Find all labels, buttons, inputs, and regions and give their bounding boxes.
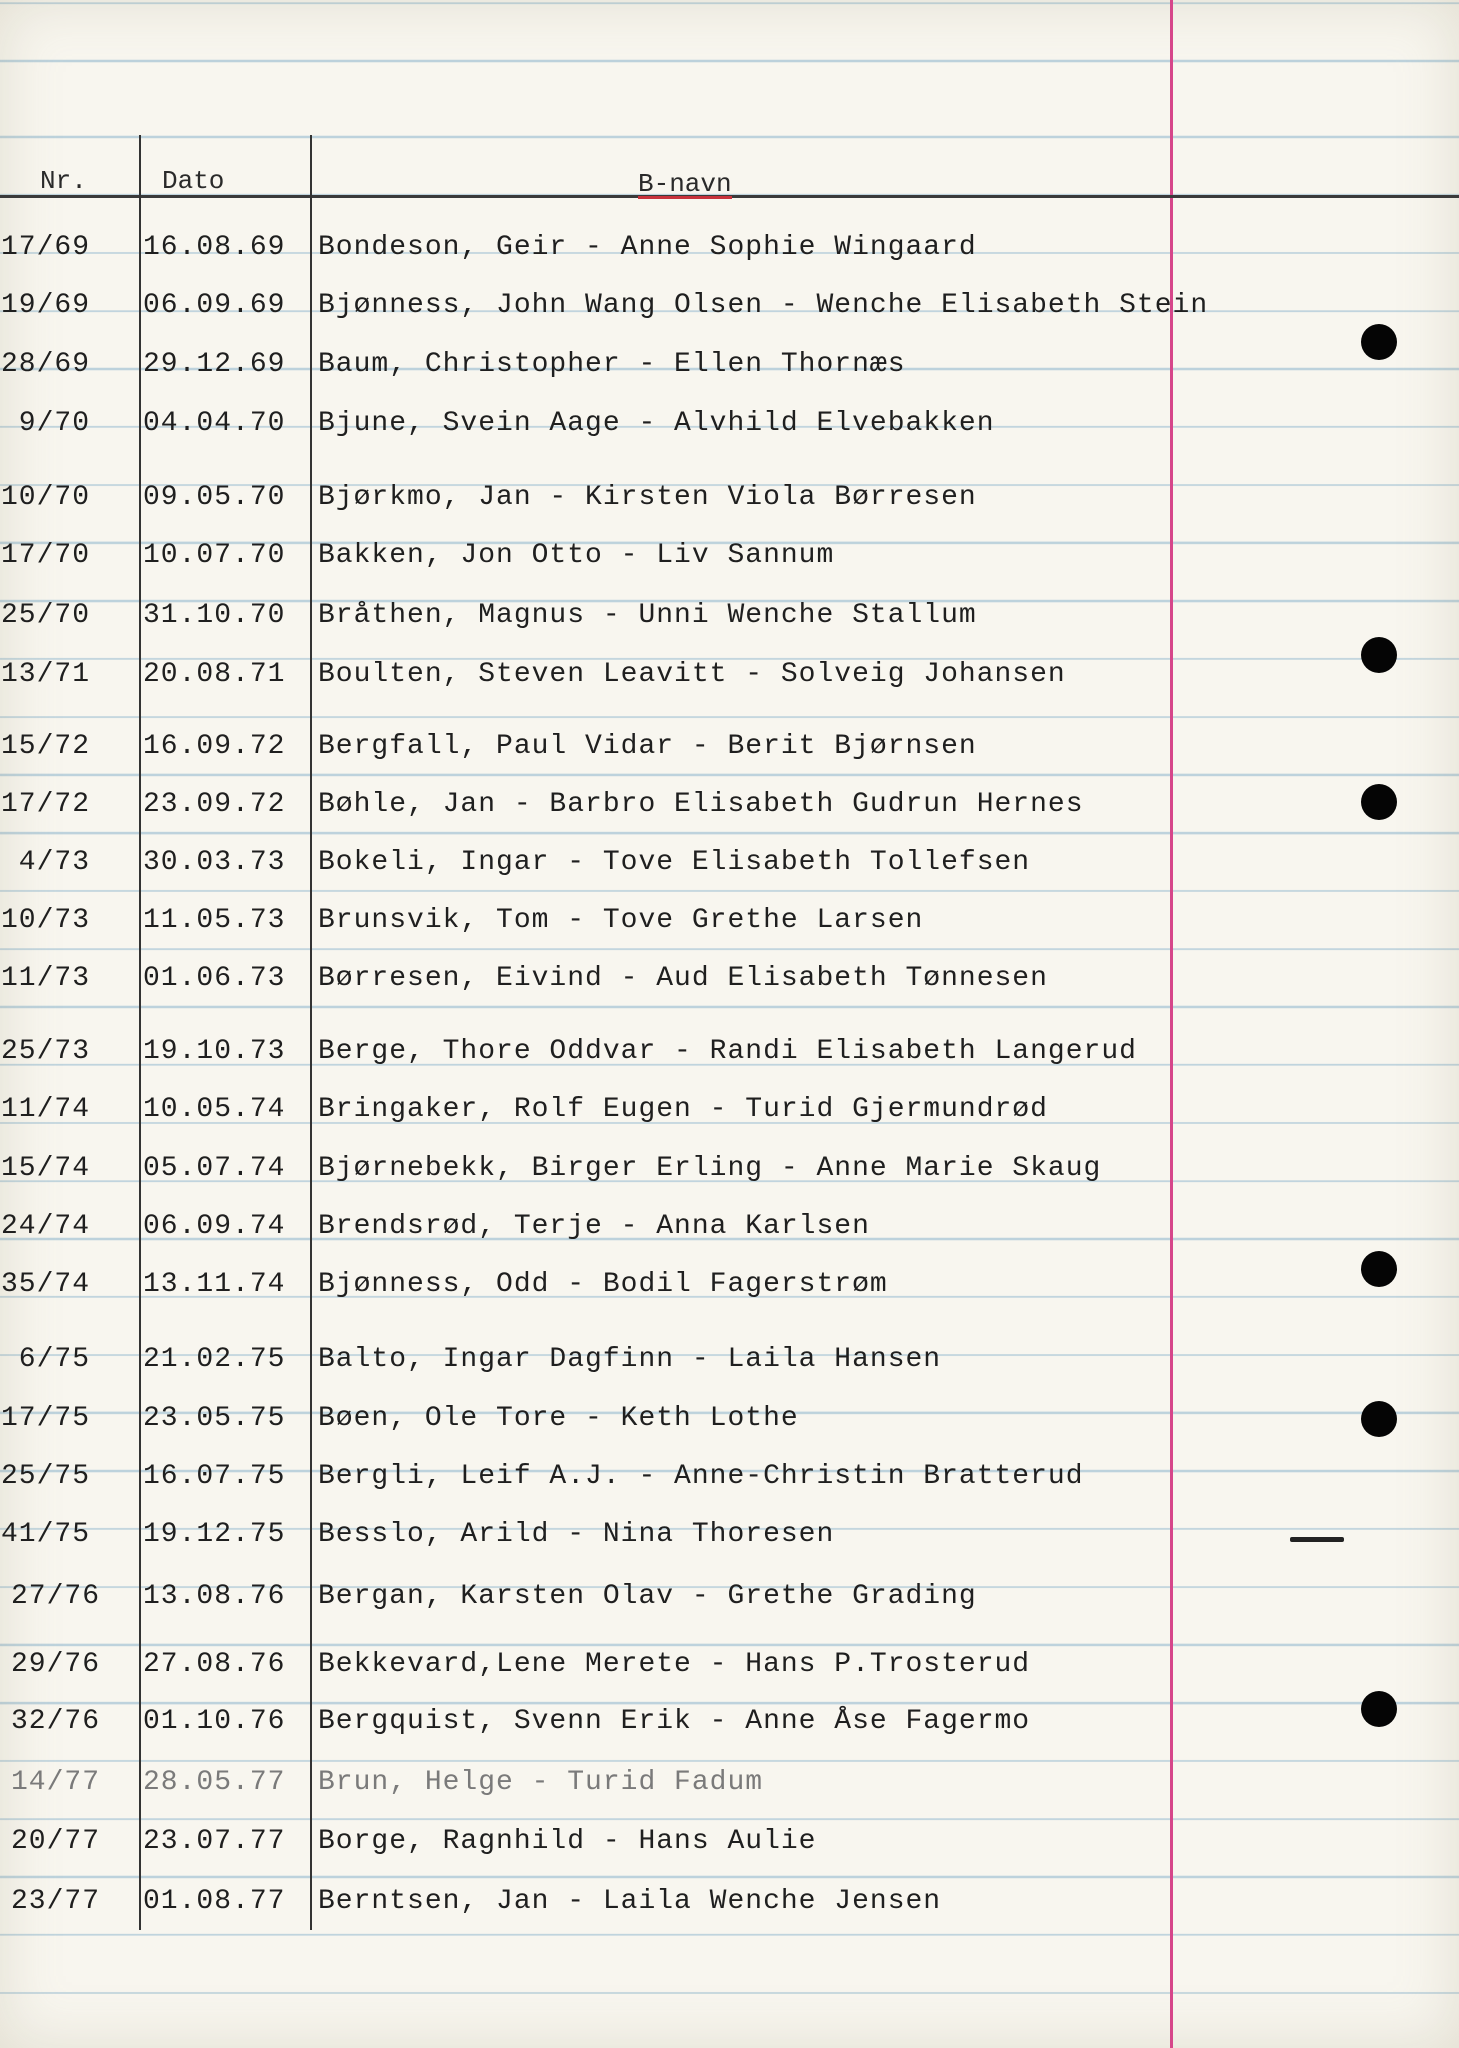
row-dato: 23.05.75	[143, 1403, 286, 1434]
row-nr: 10/73	[0, 905, 90, 936]
row-nr: 17/69	[0, 232, 90, 263]
row-dato: 29.12.69	[143, 349, 286, 380]
row-nr: 6/75	[18, 1344, 90, 1375]
row-dato: 04.04.70	[143, 408, 286, 439]
row-nr: 14/77	[10, 1767, 100, 1798]
row-dato: 06.09.69	[143, 290, 286, 321]
row-bnavn: Bjønness, Odd - Bodil Fagerstrøm	[318, 1269, 888, 1300]
punch-hole	[1361, 1691, 1397, 1727]
row-bnavn: Bekkevard,Lene Merete - Hans P.Trosterud	[318, 1649, 1031, 1680]
row-bnavn: Besslo, Arild - Nina Thoresen	[318, 1519, 835, 1550]
row-nr: 28/69	[0, 349, 90, 380]
row-bnavn: Baum, Christopher - Ellen Thornæs	[318, 349, 906, 380]
row-dato: 20.08.71	[143, 659, 286, 690]
row-bnavn: Brendsrød, Terje - Anna Karlsen	[318, 1211, 870, 1242]
row-dato: 30.03.73	[143, 847, 286, 878]
row-nr: 25/70	[0, 600, 90, 631]
row-dato: 21.02.75	[143, 1344, 286, 1375]
row-bnavn: Bergli, Leif A.J. - Anne-Christin Bratterud	[318, 1461, 1084, 1492]
row-bnavn: Berntsen, Jan - Laila Wenche Jensen	[318, 1886, 942, 1917]
row-nr: 10/70	[0, 482, 90, 513]
row-dato: 06.09.74	[143, 1211, 286, 1242]
row-bnavn: Bråthen, Magnus - Unni Wenche Stallum	[318, 600, 977, 631]
row-dato: 01.10.76	[143, 1706, 286, 1737]
column-divider-nr	[139, 135, 141, 1930]
punch-hole	[1361, 1401, 1397, 1437]
row-dato: 28.05.77	[143, 1767, 286, 1798]
row-bnavn: Berge, Thore Oddvar - Randi Elisabeth Langerud	[318, 1036, 1137, 1067]
row-dato: 10.05.74	[143, 1094, 286, 1125]
row-dato: 01.06.73	[143, 963, 286, 994]
row-dato: 13.08.76	[143, 1581, 286, 1612]
row-nr: 35/74	[0, 1269, 90, 1300]
row-nr: 19/69	[0, 290, 90, 321]
row-dato: 13.11.74	[143, 1269, 286, 1300]
row-nr: 15/72	[0, 731, 90, 762]
row-dato: 16.08.69	[143, 232, 286, 263]
row-dato: 01.08.77	[143, 1886, 286, 1917]
column-header-bnavn: B-navn	[638, 169, 732, 199]
row-nr: 17/70	[0, 540, 90, 571]
row-dato: 09.05.70	[143, 482, 286, 513]
row-nr: 17/72	[0, 789, 90, 820]
punch-hole	[1361, 784, 1397, 820]
column-header-nr: Nr.	[40, 166, 87, 196]
row-nr: 13/71	[0, 659, 90, 690]
row-dato: 19.12.75	[143, 1519, 286, 1550]
row-bnavn: Borge, Ragnhild - Hans Aulie	[318, 1826, 817, 1857]
punch-hole	[1361, 324, 1397, 360]
row-nr: 24/74	[0, 1211, 90, 1242]
row-bnavn: Boulten, Steven Leavitt - Solveig Johansen	[318, 659, 1066, 690]
row-dato: 31.10.70	[143, 600, 286, 631]
row-dato: 27.08.76	[143, 1649, 286, 1680]
row-dato: 16.09.72	[143, 731, 286, 762]
column-header-dato: Dato	[162, 166, 225, 196]
row-nr: 41/75	[0, 1519, 90, 1550]
row-nr: 17/75	[0, 1403, 90, 1434]
row-bnavn: Balto, Ingar Dagfinn - Laila Hansen	[318, 1344, 942, 1375]
row-nr: 11/74	[0, 1094, 90, 1125]
row-dato: 11.05.73	[143, 905, 286, 936]
row-bnavn: Bjønness, John Wang Olsen - Wenche Elisabeth Stein	[318, 290, 1209, 321]
row-dato: 16.07.75	[143, 1461, 286, 1492]
row-bnavn: Brunsvik, Tom - Tove Grethe Larsen	[318, 905, 924, 936]
row-bnavn: Bøen, Ole Tore - Keth Lothe	[318, 1403, 799, 1434]
row-nr: 15/74	[0, 1153, 90, 1184]
row-nr: 9/70	[18, 408, 90, 439]
row-nr: 25/75	[0, 1461, 90, 1492]
row-nr: 4/73	[18, 847, 90, 878]
row-bnavn: Børresen, Eivind - Aud Elisabeth Tønnesen	[318, 963, 1048, 994]
row-bnavn: Bondeson, Geir - Anne Sophie Wingaard	[318, 232, 977, 263]
row-nr: 29/76	[10, 1649, 100, 1680]
row-bnavn: Bokeli, Ingar - Tove Elisabeth Tollefsen	[318, 847, 1031, 878]
row-bnavn: Brun, Helge - Turid Fadum	[318, 1767, 764, 1798]
row-nr: 11/73	[0, 963, 90, 994]
row-bnavn: Bergquist, Svenn Erik - Anne Åse Fagermo	[318, 1706, 1031, 1737]
row-nr: 32/76	[10, 1706, 100, 1737]
punch-hole	[1361, 1251, 1397, 1287]
row-dato: 10.07.70	[143, 540, 286, 571]
row-bnavn: Bøhle, Jan - Barbro Elisabeth Gudrun Hernes	[318, 789, 1084, 820]
row-nr: 25/73	[0, 1036, 90, 1067]
row-nr: 23/77	[10, 1886, 100, 1917]
paper-tear-mark	[1290, 1537, 1344, 1542]
row-dato: 05.07.74	[143, 1153, 286, 1184]
row-bnavn: Bjørkmo, Jan - Kirsten Viola Børresen	[318, 482, 977, 513]
column-divider-dato	[310, 135, 312, 1930]
row-bnavn: Bergan, Karsten Olav - Grethe Grading	[318, 1581, 977, 1612]
row-nr: 27/76	[10, 1581, 100, 1612]
row-bnavn: Bringaker, Rolf Eugen - Turid Gjermundrød	[318, 1094, 1048, 1125]
row-bnavn: Bakken, Jon Otto - Liv Sannum	[318, 540, 835, 571]
row-nr: 20/77	[10, 1826, 100, 1857]
punch-hole	[1361, 637, 1397, 673]
row-bnavn: Bjørnebekk, Birger Erling - Anne Marie Skaug	[318, 1153, 1102, 1184]
row-dato: 19.10.73	[143, 1036, 286, 1067]
row-dato: 23.07.77	[143, 1826, 286, 1857]
row-bnavn: Bjune, Svein Aage - Alvhild Elvebakken	[318, 408, 995, 439]
row-dato: 23.09.72	[143, 789, 286, 820]
row-bnavn: Bergfall, Paul Vidar - Berit Bjørnsen	[318, 731, 977, 762]
